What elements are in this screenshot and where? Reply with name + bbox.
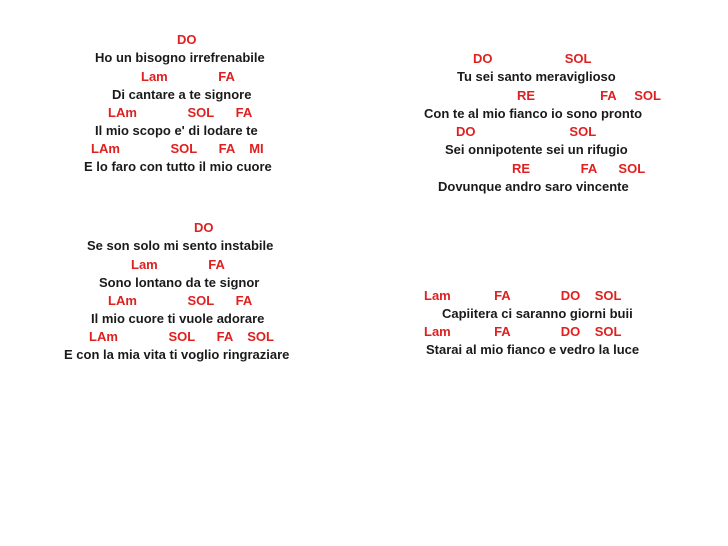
chorus1-lyric-3: Sei onnipotente sei un rifugio xyxy=(445,142,628,157)
chorus1-lyric-2: Con te al mio fianco io sono pronto xyxy=(424,106,643,121)
verse2-chords-3: LAm SOL FA xyxy=(108,293,253,308)
verse1-chords-1: DO xyxy=(177,32,197,47)
verse1-lyric-1: Ho un bisogno irrefrenabile xyxy=(95,50,265,65)
chorus2-lyric-1: Capiitera ci saranno giorni buii xyxy=(442,306,633,321)
verse1-lyric-2: Di cantare a te signore xyxy=(112,87,252,102)
chorus2-chords-1: Lam FA DO SOL xyxy=(424,288,622,303)
chorus1-lyric-4: Dovunque andro saro vincente xyxy=(438,179,629,194)
chorus1-chords-2: RE FA SOL xyxy=(517,88,661,103)
chorus2-chords-2: Lam FA DO SOL xyxy=(424,324,622,339)
verse1-chords-4: LAm SOL FA MI xyxy=(91,141,264,156)
verse1-lyric-3: Il mio scopo e' di lodare te xyxy=(95,123,258,138)
verse2-chords-1: DO xyxy=(194,220,214,235)
chorus1-chords-4: RE FA SOL xyxy=(512,161,646,176)
chorus1-lyric-1: Tu sei santo meraviglioso xyxy=(457,69,616,84)
verse1-lyric-4: E lo faro con tutto il mio cuore xyxy=(84,159,272,174)
verse2-lyric-1: Se son solo mi sento instabile xyxy=(87,238,274,253)
chorus1-chords-1: DO SOL xyxy=(473,51,592,66)
verse2-lyric-2: Sono lontano da te signor xyxy=(99,275,260,290)
verse2-chords-4: LAm SOL FA SOL xyxy=(89,329,274,344)
chorus2-lyric-2: Starai al mio fianco e vedro la luce xyxy=(426,342,640,357)
verse2-chords-2: Lam FA xyxy=(131,257,225,272)
verse2-lyric-4: E con la mia vita ti voglio ringraziare xyxy=(64,347,290,362)
verse1-chords-3: LAm SOL FA xyxy=(108,105,253,120)
verse1-chords-2: Lam FA xyxy=(141,69,235,84)
chorus1-chords-3: DO SOL xyxy=(456,124,597,139)
verse2-lyric-3: Il mio cuore ti vuole adorare xyxy=(91,311,265,326)
